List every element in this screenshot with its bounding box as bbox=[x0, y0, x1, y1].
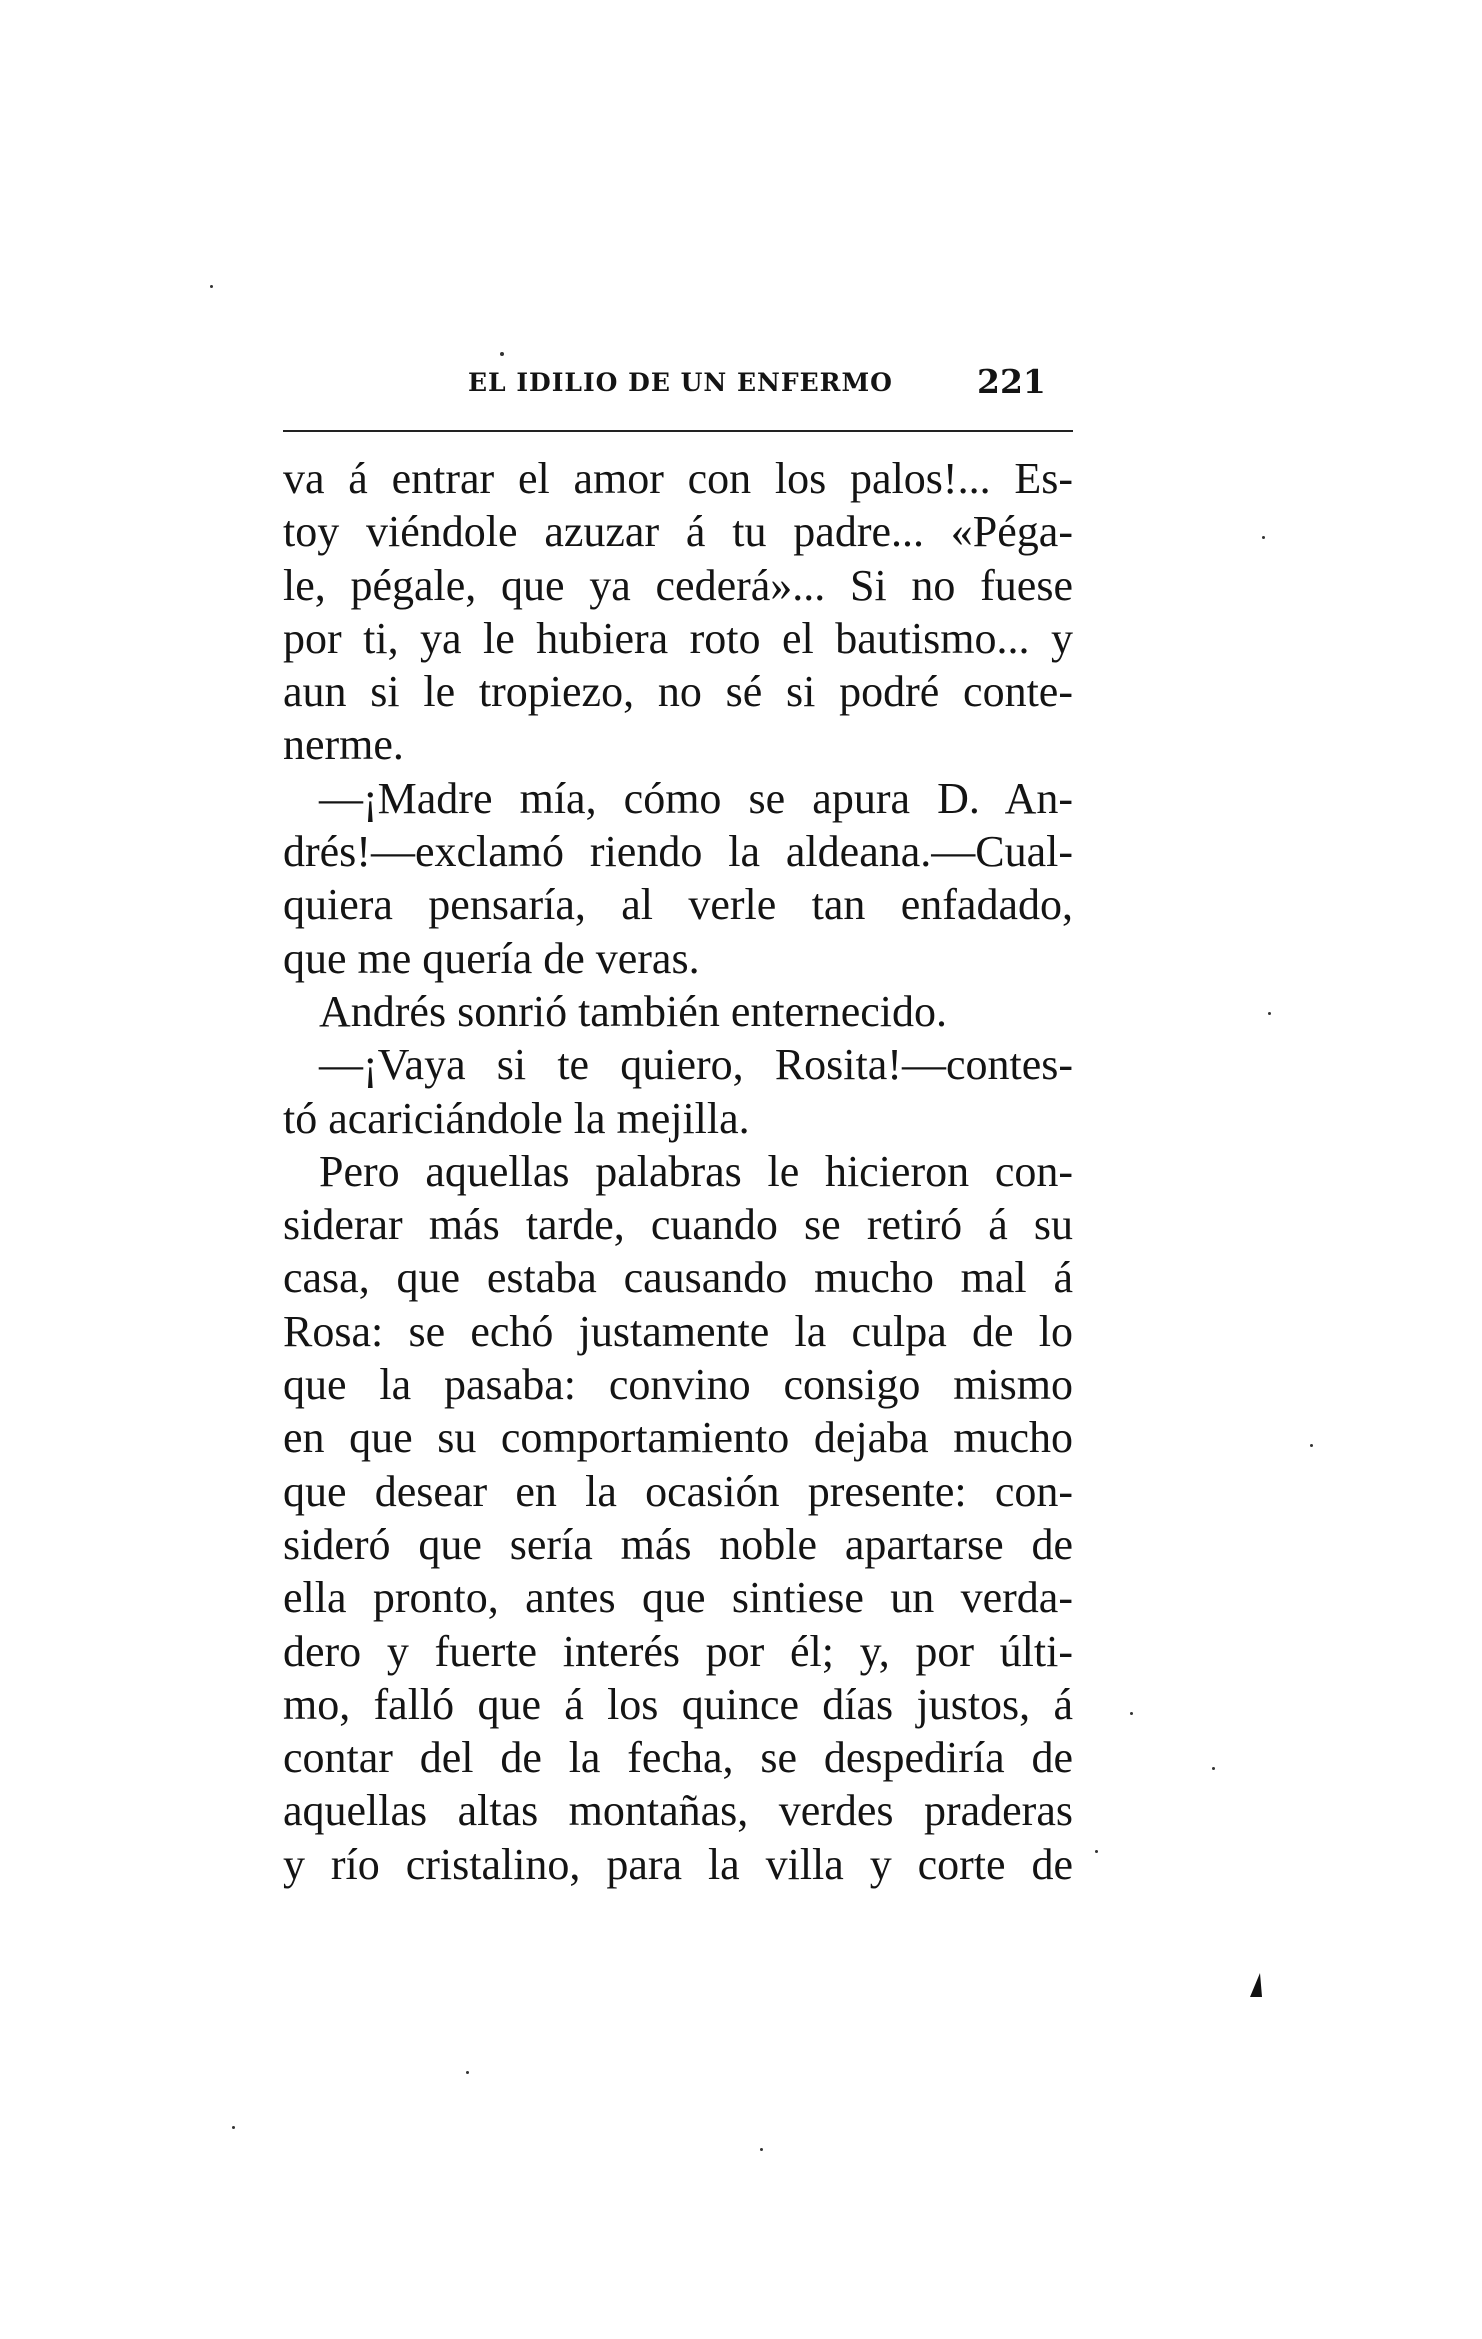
scan-ink-mark bbox=[1250, 1973, 1262, 1997]
text-line: aun si le tropiezo, no sé si podré conte- bbox=[283, 667, 1073, 717]
scan-speck bbox=[1212, 1767, 1215, 1770]
text-line: tó acariciándole la mejilla. bbox=[283, 1093, 750, 1143]
text-line: —¡Madre mía, cómo se apura D. An- bbox=[319, 773, 1073, 823]
scan-speck bbox=[232, 2126, 235, 2129]
text-line: que me quería de veras. bbox=[283, 933, 700, 983]
text-line: dero y fuerte interés por él; y, por últi- bbox=[283, 1626, 1073, 1676]
text-line: sideró que sería más noble apartarse de bbox=[283, 1519, 1073, 1569]
scan-speck bbox=[500, 352, 504, 356]
scan-speck bbox=[210, 285, 213, 288]
text-line: y río cristalino, para la villa y corte de bbox=[283, 1839, 1073, 1889]
text-line: que la pasaba: convino consigo mismo bbox=[283, 1360, 1073, 1410]
body-text bbox=[283, 452, 1073, 1891]
running-title: EL IDILIO DE UN ENFERMO bbox=[468, 368, 893, 397]
scan-speck bbox=[1095, 1850, 1098, 1853]
scan-speck bbox=[466, 2071, 469, 2074]
text-line: en que su comportamiento dejaba mucho bbox=[283, 1413, 1073, 1463]
scan-speck bbox=[1262, 536, 1265, 539]
text-line: le, pégale, que ya cederá»... Si no fuese bbox=[283, 560, 1073, 610]
text-line: contar del de la fecha, se despediría de bbox=[283, 1733, 1073, 1783]
text-line: por ti, ya le hubiera roto el bautismo... y bbox=[283, 613, 1073, 663]
text-line: Rosa: se echó justamente la culpa de lo bbox=[283, 1306, 1073, 1356]
scan-speck bbox=[760, 2148, 763, 2151]
text-line: quiera pensaría, al verle tan enfadado, bbox=[283, 880, 1073, 930]
scan-speck bbox=[1268, 1012, 1271, 1015]
scan-speck bbox=[1310, 1444, 1313, 1447]
page-number: 221 bbox=[977, 362, 1046, 401]
text-line: casa, que estaba causando mucho mal á bbox=[283, 1253, 1073, 1303]
text-line: va á entrar el amor con los palos!... Es- bbox=[283, 454, 1073, 503]
text-line: mo, falló que á los quince días justos, á bbox=[283, 1679, 1073, 1729]
text-line: ella pronto, antes que sintiese un verda- bbox=[283, 1573, 1073, 1623]
page-header bbox=[283, 362, 1073, 412]
text-line: Andrés sonrió también enternecido. bbox=[319, 986, 948, 1036]
text-line: que desear en la ocasión presente: con- bbox=[283, 1466, 1073, 1516]
header-rule bbox=[283, 430, 1073, 432]
text-line: nerme. bbox=[283, 720, 404, 770]
text-line: siderar más tarde, cuando se retiró á su bbox=[283, 1200, 1073, 1250]
text-line: toy viéndole azuzar á tu padre... «Péga- bbox=[283, 507, 1073, 557]
text-line: —¡Vaya si te quiero, Rosita!—contes- bbox=[319, 1040, 1073, 1090]
scan-speck bbox=[1130, 1712, 1133, 1715]
text-line: drés!—exclamó riendo la aldeana.—Cual- bbox=[283, 827, 1073, 877]
text-line: Pero aquellas palabras le hicieron con- bbox=[319, 1146, 1073, 1196]
text-line: aquellas altas montañas, verdes praderas bbox=[283, 1786, 1073, 1836]
